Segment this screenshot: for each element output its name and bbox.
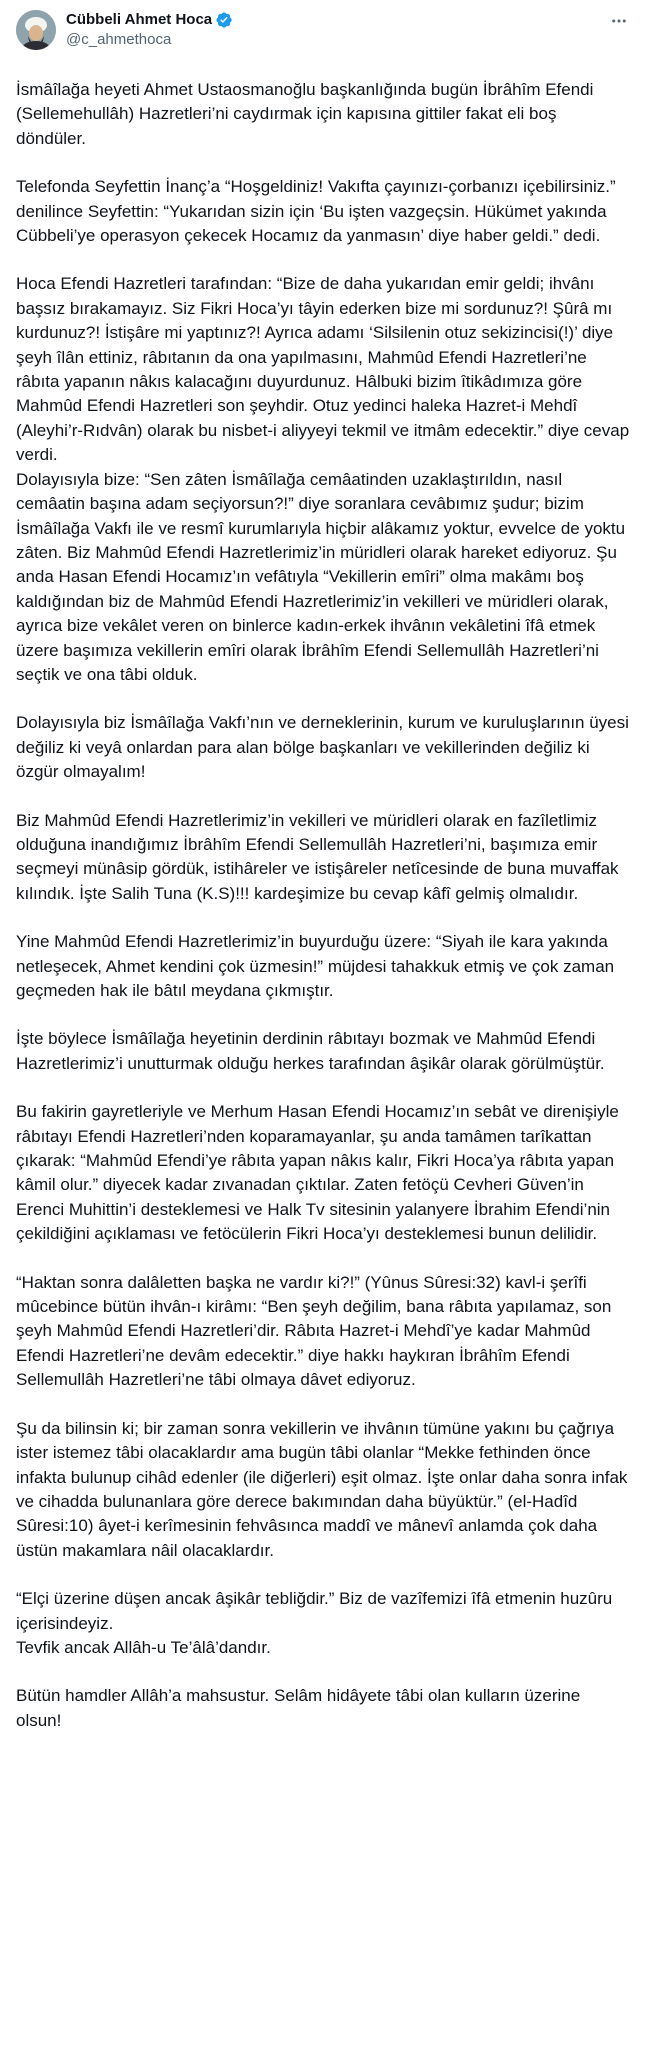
tweet-text [16, 78, 634, 1733]
avatar-image [16, 10, 56, 50]
author-name-row[interactable] [66, 10, 233, 30]
tweet-paragraph: İşte böylece İsmâîlağa heyetinin derdinin râbıtayı bozmak ve Mahmûd Efendi Hazretlerimiz’i unutturmak olduğu herkes tarafından âşikâr olarak görülmüştür. [16, 1029, 605, 1073]
more-options-icon[interactable] [604, 6, 634, 36]
tweet-paragraph: Bu fakirin gayretleriyle ve Merhum Hasan Efendi Hocamız’ın sebât ve direnişiyle râbıtayı Efendi Hazretleri’nden koparamayanlar, şu anda tamâmen tarîkattan çıkarak: “Mahmûd Efendi’ye râbıta yapan nâkıs kalır, Fikri Hoca’ya râbıta yapan kâmil olur.” diyecek kadar zıvanadan çıktılar. Zaten fetöçü Cevheri Güven’in Erenci Muhittin’i desteklemesi ve Halk Tv sitesinin yalanyere İbrahim Efendi’nin çekildiğini açıklaması ve fetöcülerin Fikri Hoca’yı desteklemesi bunun delilidir. [16, 1102, 619, 1244]
avatar[interactable] [16, 10, 56, 50]
tweet-paragraph: “Haktan sonra dalâletten başka ne vardır ki?!” (Yûnus Sûresi:32) kavl-i şerîfi mûcebince bütün ihvân-ı kirâmı: “Ben şeyh değilim, bana râbıta yapılamaz, son şeyh Mahmûd Efendi Hazretleri’dir. Râbıta Hazret-i Mehdî’ye kadar Mahmûd Efendi Hazretleri’ne devâm edecektir.” diye hakkı haykıran İbrâhîm Efendi Sellemullâh Hazretleri’ne tâbi olmaya dâvet ediyoruz. [16, 1272, 612, 1390]
tweet-paragraph: Şu da bilinsin ki; bir zaman sonra vekillerin ve ihvânın tümüne yakını bu çağrıya ister istemez tâbi olacaklardır ama bugün tâbi olanlar “Mekke fethinden önce infakta bulunup cihâd edenler (ile diğerleri) eşit olmaz. İşte onlar daha sonra infak ve cihadda bulunanlara göre derece bakımından daha büyüktür.” (el-Hadîd Sûresi:10) âyet-i kerîmesinin fehvâsınca maddî ve mânevî anlamda çok daha üstün makamlara nâil olacaklardır. [16, 1418, 628, 1560]
tweet-paragraph: Telefonda Seyfettin İnanç’a “Hoşgeldiniz! Vakıfta çayınızı-çorbanızı içebilirsiniz.” denilince Seyfettin: “Yukarıdan sizin için ‘Bu işten vazgeçsin. Hükümet yakında Cübbeli’ye operasyon çekecek Hocamız da yanmasın’ diye haber geldi.” dedi. [16, 177, 616, 246]
author-display-name[interactable]: Cübbeli Ahmet Hoca [66, 11, 213, 28]
author-handle[interactable]: @c_ahmethoca [66, 31, 172, 48]
tweet-paragraph: Biz Mahmûd Efendi Hazretlerimiz’in vekilleri ve müridleri olarak en fazîletlimiz olduğuna inandığımız İbrâhîm Efendi Sellemullâh Hazretleri’ni, başımıza emir seçmeyi münâsip gördük, istihâreler ve istişâreler netîcesinde de buna muvaffak kılındık. İşte Salih Tuna (K.S)!!! kardeşimize bu cevap kâfî gelmiş olmalıdır. [16, 810, 619, 903]
author-names [66, 10, 233, 50]
tweet-header [16, 10, 634, 58]
tweet-paragraph: Yine Mahmûd Efendi Hazretlerimiz’in buyurduğu üzere: “Siyah ile kara yakında netleşecek, Ahmet kendini çok üzmesin!” müjdesi tahakkuk etmiş ve çok zaman geçmeden hak ile bâtıl meydana çıkmıştır. [16, 932, 615, 1000]
tweet-paragraph: İsmâîlağa heyeti Ahmet Ustaosmanoğlu başkanlığında bugün İbrâhîm Efendi (Sellemehullâh) Hazretleri’ni caydırmak için kapısına gittiler fakat eli boş döndüler. [16, 80, 594, 148]
tweet-paragraph: Dolayısıyla biz İsmâîlağa Vakfı’nın ve derneklerinin, kurum ve kuruluşlarının üyesi değiliz ki veyâ onlardan para alan bölge başkanları ve vekillerinden değiliz ki özgür olmayalım! [16, 713, 629, 782]
tweet-paragraph: Bütün hamdler Allâh’a mahsustur. Selâm hidâyete tâbi olan kulların üzerine olsun! [16, 1686, 581, 1730]
tweet-paragraph: Hoca Efendi Hazretleri tarafından: “Bize de daha yukarıdan emir geldi; ihvânı başsız bırakamayız. Siz Fikri Hoca’yı tâyin ederken bize mi sordunuz?! Şûrâ mı kurdunuz?! İstişâre mi yaptınız?! Ayrıca adamı ‘Silsilenin otuz sekizincisi(!)’ diye şeyh îlân ettiniz, râbıtanın da ona yapılmasını, Mahmûd Efendi Hazretleri’ne râbıta yapanın nâkıs kalacağını duyurdunuz. Hâlbuki bizim îtikâdımıza göre Mahmûd Efendi Hazretleri son şeyhdir. Otuz yedinci haleka Hazret-i Mehdî (Aleyhi’r-Rıdvân) olarak bu nisbet-i aliyyeyi tekmil ve itmâm edecektir.” diye cevap verdi. Dolayısıyla bize: “Sen zâten İsmâîlağa cemâatinden uzaklaştırıldın, nasıl cemâatin başına adam seçiyorsun?!” diye soranlara cevâbımız şudur; bizim İsmâîlağa Vakfı ile ve resmî kurumlarıyla hiçbir alâkamız yoktur, evvelce de yoktu zâten. Biz Mahmûd Efendi Hazretlerimiz’in müridleri olarak hareket ediyoruz. Şu anda Hasan Efendi Hocamız’ın vefâtıyla “Vekillerin emîri” olma makâmı boş kaldığından biz de Mahmûd Efendi Hazretlerimiz’in vekilleri ve müridleri olarak, ayrıca bize vekâlet veren on binlerce kadın-erkek ihvânın vekâletini îfâ etmek üzere başımıza vekillerin emîri olarak İbrâhîm Efendi Sellemullâh Hazretleri’ni seçtik ve ona tâbi olduk. [16, 274, 630, 684]
tweet-paragraph: “Elçi üzerine düşen ancak âşikâr tebliğdir.” Biz de vazîfemizi îfâ etmenin huzûru içerisindeyiz. Tevfik ancak Allâh-u Te’âlâ’dandır. [16, 1589, 613, 1657]
verified-badge-icon [215, 11, 233, 29]
